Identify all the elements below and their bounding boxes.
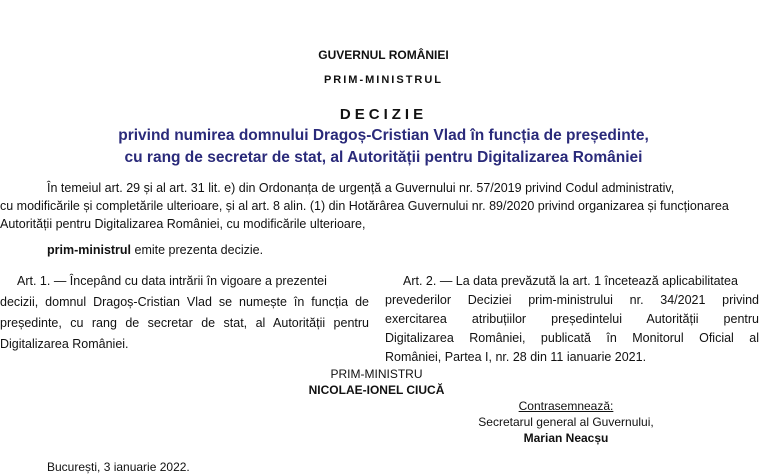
article-2-line1: Art. 2. — La data prevăzută la art. 1 încetează aplicabilitatea — [403, 274, 738, 288]
countersign-role: Secretarul general al Guvernului, — [478, 415, 654, 429]
emits-subject: prim-ministrul — [47, 243, 132, 257]
emits-text: emite prezenta decizie. — [131, 243, 264, 257]
government-heading: GUVERNUL ROMÂNIEI — [318, 48, 449, 62]
signatory-role: PRIM-MINISTRU — [330, 367, 423, 381]
preamble-line3: Autorității pentru Digitalizarea României, cu modificările ulterioare, — [0, 217, 366, 231]
decision-title-line2: cu rang de secretar de stat, al Autorității pentru Digitalizarea României — [124, 149, 643, 166]
office-heading: PRIM-MINISTRUL — [323, 74, 444, 86]
article-1-line4: Digitalizarea României. — [0, 337, 129, 351]
article-1-line1: Art. 1. — Începând cu data intrării în vigoare a prezentei — [17, 274, 327, 288]
signatory-name: NICOLAE-IONEL CIUCĂ — [308, 383, 445, 397]
countersign-label: Contrasemnează: — [518, 399, 614, 413]
article-1-line2: decizii, domnul Dragoș-Cristian Vlad se numește în funcția de — [0, 295, 369, 309]
article-2-line5: României, Partea I, nr. 28 din 11 ianuarie 2021. — [385, 350, 647, 364]
article-2-line2: prevederilor Deciziei prim-ministrului nr. 34/2021 privind — [385, 293, 759, 307]
article-2-line3: exercitarea atribuțiilor președintelui Autorității pentru — [385, 312, 759, 326]
article-1-line3: președinte, cu rang de secretar de stat, al Autorității pentru — [0, 316, 369, 330]
preamble-line1: În temeiul art. 29 și al art. 31 lit. e) din Ordonanța de urgență a Guvernului nr. 57/2019 privind Codul administrativ, — [47, 181, 675, 195]
countersign-name: Marian Neacșu — [523, 431, 609, 445]
decision-title-line1: privind numirea domnului Dragoș-Cristian Vlad în funcția de președinte, — [118, 127, 649, 144]
emits-statement — [47, 241, 263, 260]
preamble-line2: cu modificările și completările ulterioare, și al art. 8 alin. (1) din Hotărârea Guvernului nr. 89/2020 privind organizarea și funcționarea — [0, 199, 729, 213]
decision-label: DECIZIE — [339, 106, 428, 123]
article-2-line4: Digitalizarea României, publicată în Monitorul Oficial al — [385, 331, 759, 345]
place-and-date: București, 3 ianuarie 2022. — [47, 460, 190, 474]
